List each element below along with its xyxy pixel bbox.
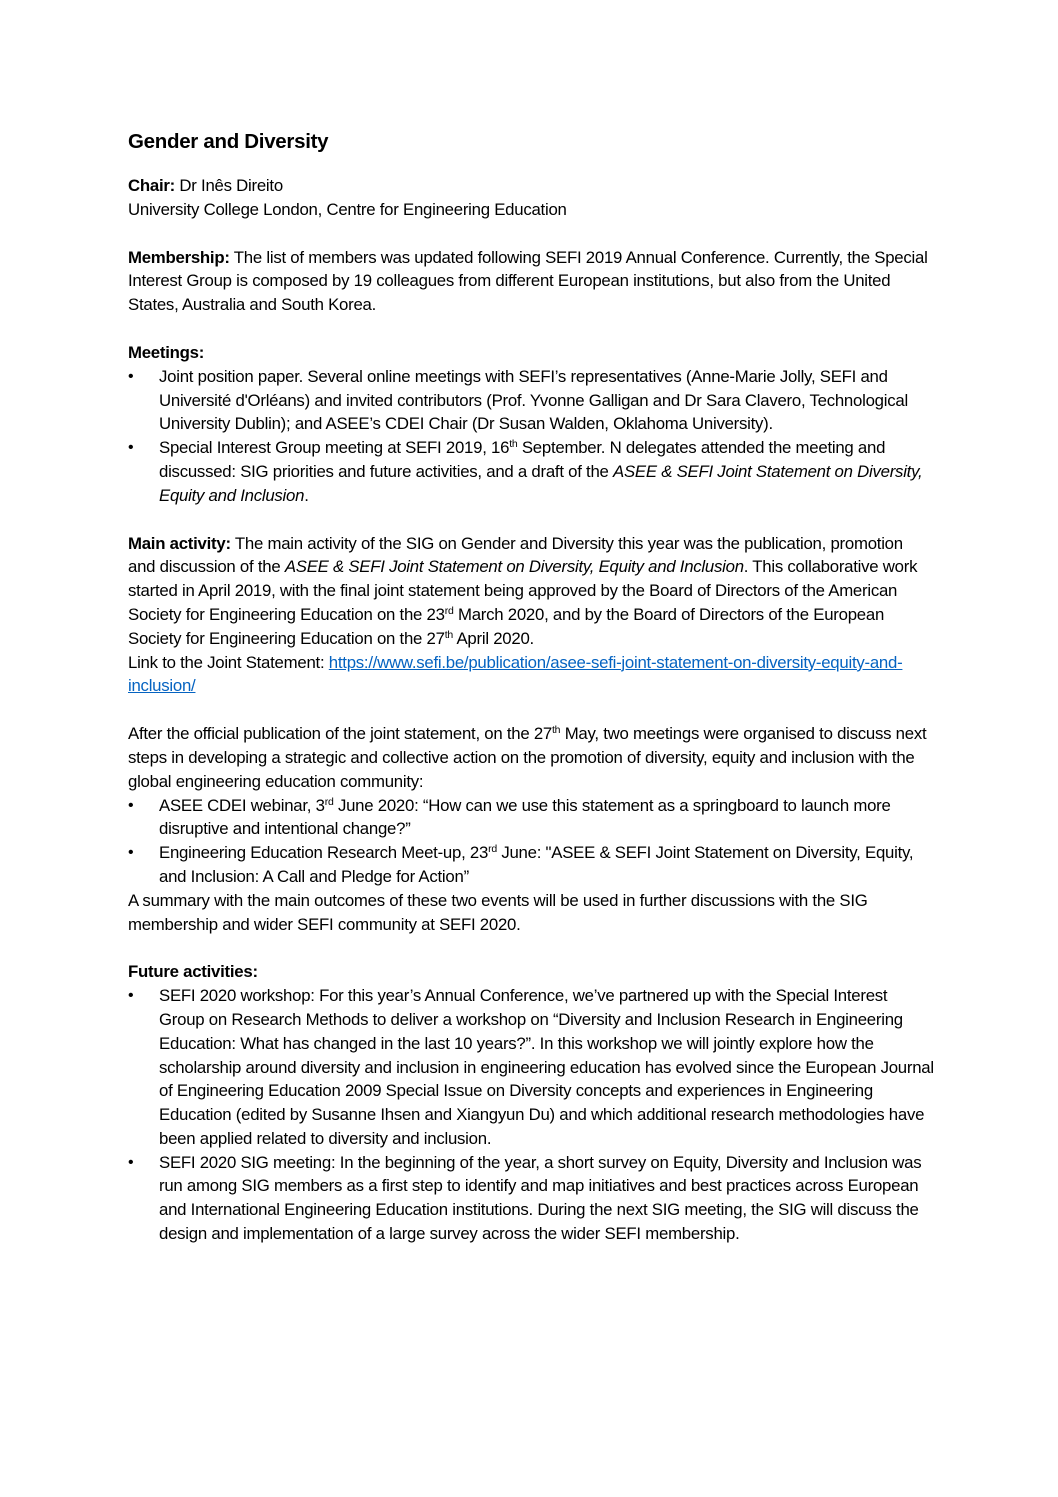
document-page [128,128,934,1270]
text-run: Special Interest Group meeting at SEFI 2019, 16 [159,438,510,458]
main-activity-section [128,532,934,699]
list-item [128,436,934,507]
future-list [128,984,934,1246]
page-title: Gender and Diversity [128,130,329,153]
text-run: . This collaborative work started in April 2019, with the final joint statement being approved by the Board of Directors of the American Society for Engineering Education on the 23 [128,557,918,624]
list-item [128,841,934,889]
text-run: September. N delegates attended the meeting and discussed: SIG priorities and future activities, and a draft of the [159,438,886,481]
bullet-icon: • [128,439,134,457]
meetings-item-1: Joint position paper. Several online meetings with SEFI’s representatives (Anne-Marie Jolly, SEFI and Université d'Orléans) and invited contributors (Prof. Yvonne Galligan and Dr Sara Clavero, Technological University Dublin); and ASEE’s CDEI Chair (Dr Susan Walden, Oklahoma University). [159,366,908,434]
bullet-icon: • [128,987,134,1005]
superscript: rd [324,795,334,808]
text-run: ASEE CDEI webinar, 3 [159,795,325,815]
future-label: Future activities: [128,962,258,982]
future-item-2: SEFI 2020 SIG meeting: In the beginning of the year, a short survey on Equity, Diversity and Inclusion was run among SIG members as a first step to identify and map initiatives and best practices across European and International Engineering Education institutions. During the next SIG meeting, the SIG will discuss the design and implementation of a large survey across the wider SEFI membership. [159,1152,922,1244]
list-item [128,365,934,436]
text-run: The main activity of the SIG on Gender and Diversity this year was the publication, promotion and discussion of the [128,533,903,577]
after-list [128,794,934,889]
list-item [128,1151,934,1246]
membership-paragraph [128,246,934,317]
future-item-1: SEFI 2020 workshop: For this year’s Annual Conference, we’ve partnered up with the Special Interest Group on Research Methods to deliver a workshop on “Diversity and Inclusion Research in Engineering Education: What has changed in the last 10 years?”. In this workshop we will jointly explore how the scholarship around diversity and inclusion in engineering education has evolved since the European Journal of Engineering Education 2009 Special Issue on Diversity concepts and experiences in Engineering Education (edited by Susanne Ihsen and Xiangyun Du) and which additional research methodologies have been applied related to diversity and inclusion. [159,986,934,1148]
after-item-2 [159,843,913,886]
after-item-1 [159,796,891,839]
superscript: rd [444,604,454,617]
chair-affiliation: University College London, Centre for Engineering Education [128,199,567,219]
emphasis: ASEE & SEFI Joint Statement on Diversity, Equity and Inclusion [159,461,923,505]
text-run: May, two meetings were organised to discuss next steps in developing a strategic and collective action on the promotion of diversity, equity and inclusion with the global engineering education community: [128,724,927,791]
superscript: th [552,724,561,737]
text-run: Engineering Education Research Meet-up, 23 [159,843,489,863]
link-line [128,651,934,699]
future-section [128,960,934,1246]
text-run: After the official publication of the joint statement, on the 27 [128,724,553,744]
chair-label: Chair: [128,176,175,195]
text-run: . [304,485,309,505]
superscript: th [444,628,453,641]
bullet-icon: • [128,844,134,862]
meetings-section [128,341,934,508]
bullet-icon: • [128,1153,134,1171]
superscript: rd [488,843,497,856]
list-item [128,794,934,842]
joint-statement-link[interactable]: https://www.sefi.be/publication/asee-sefi-joint-statement-on-diversity-equity-and-inclusion/ [128,652,903,696]
chair-section [128,174,934,222]
after-summary: A summary with the main outcomes of these two events will be used in further discussions with the SIG membership and wider SEFI community at SEFI 2020. [128,890,868,934]
chair-name: Dr Inês Direito [179,176,283,195]
emphasis: ASEE & SEFI Joint Statement on Diversity, Equity and Inclusion [284,557,744,577]
meetings-item-2 [159,438,922,505]
meetings-label: Meetings: [128,342,205,362]
text-run: April 2020. [452,628,534,648]
membership-label: Membership: [128,247,230,267]
membership-section [128,246,934,317]
list-item [128,984,934,1151]
text-run: June: "ASEE & SEFI Joint Statement on Diversity, Equity, and Inclusion: A Call and Pledge for Action” [159,843,914,886]
text-run: June 2020: “How can we use this statement as a springboard to launch more disruptive and intentional change?” [159,795,891,839]
after-paragraph [128,722,934,793]
superscript: th [509,438,518,451]
text-run: March 2020, and by the Board of Directors of the European Society for Engineering Education on the 27 [128,604,885,648]
bullet-icon: • [128,367,134,385]
main-activity-paragraph [128,532,934,651]
chair-line [128,174,934,198]
main-activity-label: Main activity: [128,533,231,553]
after-section [128,722,934,936]
meetings-list [128,365,934,508]
membership-text: The list of members was updated following SEFI 2019 Annual Conference. Currently, the Special Interest Group is composed by 19 colleagues from different European institutions, but also from the United States, Australia and South Korea. [128,247,928,315]
bullet-icon: • [128,796,134,814]
link-label: Link to the Joint Statement: [128,652,329,672]
